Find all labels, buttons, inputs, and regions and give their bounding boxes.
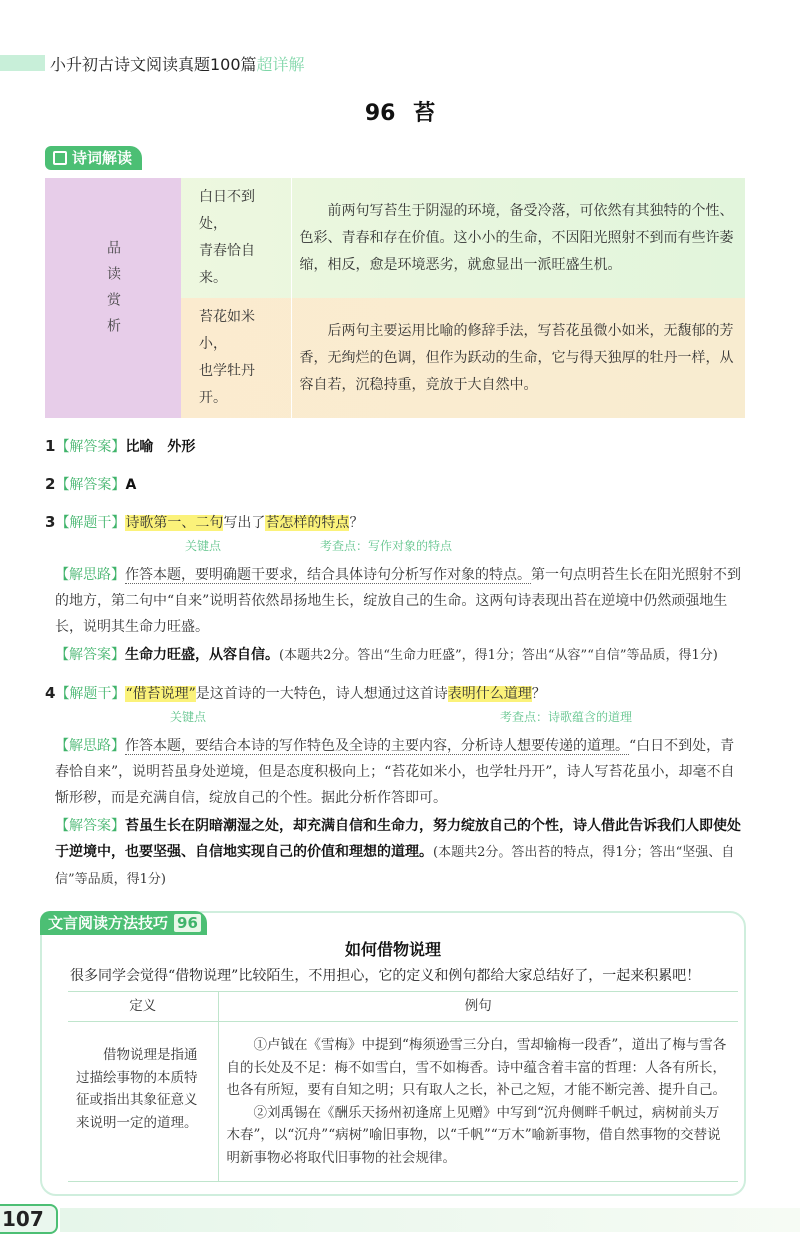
question-stem: 4【解题干】“借苔说理”是这首诗的一大特色，诗人想通过这首诗表明什么道理？ [45,684,546,702]
question-1: 1【解答案】比喻 外形 [45,437,196,455]
analysis-text: 后两句主要运用比喻的修辞手法，写苔花虽微小如米，无馥郁的芳香，无绚烂的色调，但作为跃动的生命，它与得天独厚的牡丹一样，从容自若，沉稳持重，竞放于大自然中。 [299,322,734,393]
analysis-label: 品读赏析 [45,178,181,418]
question-4 [45,681,745,893]
page-content [2,178,745,1234]
definition-cell: 借物说理是指通过描绘事物的本质特征或指出其象征意义来说明一定的道理。 [68,1022,218,1182]
annotation-exam-point: 考查点：诗歌蕴含的道理 [500,710,633,724]
method-box [40,911,746,1196]
method-number: 96 [174,914,201,932]
header-strip [0,55,45,71]
annotations [45,536,745,558]
book-title-accent: 超详解 [256,55,305,74]
col-header-examples: 例句 [218,992,738,1022]
poem-lines: 苔花如米小， 也学牡丹开。 [181,298,291,418]
question-3 [45,510,745,669]
question-2: 2【解答案】A [45,475,137,493]
method-tag: 文言阅读方法技巧 96 [40,911,207,935]
example-item: ①卢钺在《雪梅》中提到“梅须逊雪三分白，雪却输梅一段香”，道出了梅与雪各自的长处及不足：梅不如雪白，雪不如梅香。诗中蕴含着丰富的哲理：人各有所长，也各有所短，要有自知之明；只有取人之长，补己之短，才能不断完善、提升自己。 [226,1037,727,1098]
annotations [45,707,745,729]
book-title: 小升初古诗文阅读真题100篇 [50,55,257,74]
footer [0,1204,800,1234]
section-tag-label: 诗词解读 [72,149,133,167]
thinking: 【解思路】作答本题，要明确题干要求，结合具体诗句分析写作对象的特点。第一句点明苔生长在阳光照射不到的地方，第二句中“自来”说明苔依然昂扬地生长，绽放自己的生命。这两句诗表现出苔在逆境中仍然顽强地生长，说明其生命力旺盛。 [55,567,741,635]
annotation-key-point: 关键点 [170,710,207,724]
page-title: 96 苔 [364,101,436,126]
example-item: ②刘禹锡在《酬乐天扬州初逢席上见赠》中写到“沉舟侧畔千帆过，病树前头万木春”，以“沉舟”“病树”喻旧事物，以“千帆”“万木”喻新事物，借自然事物的交替说明新事物必将取代旧事物的社会规律。 [226,1104,721,1166]
answer: 【解答案】苔虽生长在阴暗潮湿之处，却充满自信和生命力，努力绽放自己的个性，诗人借此告诉我们人即使处于逆境中，也要坚强、自信地实现自己的价值和理想的道理。(本题共2分。答出苔的特点，得1分；答出“坚强、自信”等品质，得1分) [55,818,741,887]
thinking: 【解思路】作答本题，要结合本诗的写作特色及全诗的主要内容，分析诗人想要传递的道理。“白日不到处，青春恰自来”，说明苔虽身处逆境，但是态度积极向上；“苔花如米小，也学牡丹开”，诗人写苔花虽小，却毫不自惭形秽，而是充满自信，绽放自己的个性。据此分析作答即可。 [55,738,735,806]
analysis-row [45,178,745,298]
col-header-definition: 定义 [68,992,218,1022]
method-title: 如何借物说理 [344,940,441,959]
analysis-text: 前两句写苔生于阴湿的环境，备受冷落，可依然有其独特的个性、色彩、青春和存在价值。这小小的生命，不因阳光照射不到而有些许萎缩，相反，愈是环境恶劣，就愈显出一派旺盛生机。 [299,202,734,273]
page-number: 107 [0,1204,58,1234]
analysis-table [45,178,745,418]
answer: 【解答案】生命力旺盛，从容自信。(本题共2分。答出“生命力旺盛”，得1分；答出“从容”“自信”等品质，得1分) [55,647,718,663]
annotation-key-point: 关键点 [185,539,222,553]
annotation-exam-point: 考查点：写作对象的特点 [320,539,453,553]
footer-bar [60,1208,800,1232]
section-tag [45,146,142,170]
method-intro: 很多同学会觉得“借物说理”比较陌生，不用担心，它的定义和例句都给大家总结好了，一起来积累吧！ [70,968,701,984]
question-stem: 3【解题干】诗歌第一、二句写出了苔怎样的特点？ [45,513,364,531]
poem-lines: 白日不到处， 青春恰自来。 [181,178,291,298]
running-header [50,52,305,75]
method-table [68,991,738,1182]
calendar-check-icon [53,151,67,165]
